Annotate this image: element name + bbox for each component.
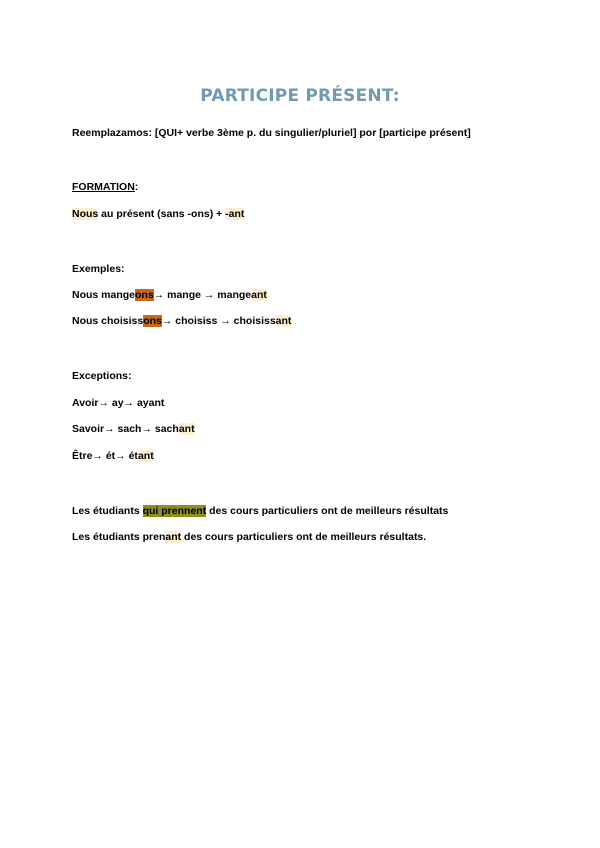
example-manger-c: → mange → mange bbox=[153, 289, 252, 301]
formation-heading-colon: : bbox=[134, 181, 139, 193]
example-choisir-a: Nous choisiss bbox=[72, 315, 144, 327]
sentence-relative-highlight: qui prennent bbox=[142, 505, 207, 517]
formation-rule bbox=[72, 207, 244, 221]
formation-highlight-nous: Nous bbox=[72, 208, 99, 220]
exception-etre-a: Être→ ét→ ét bbox=[72, 450, 138, 462]
example-choisir bbox=[72, 314, 291, 328]
exception-savoir-ant: ant bbox=[178, 423, 195, 435]
example-manger-ons: ons bbox=[135, 289, 154, 301]
exception-savoir bbox=[72, 422, 195, 436]
rule-text: Reemplazamos: [QUI+ verbe 3ème p. du singulier/pluriel] por [participe présent] bbox=[72, 127, 471, 139]
formation-heading bbox=[72, 180, 138, 194]
example-manger-a: Nous mange bbox=[72, 289, 136, 301]
page-title: PARTICIPE PRÉSENT: bbox=[200, 86, 400, 106]
exemples-heading: Exemples: bbox=[72, 263, 125, 275]
exception-etre bbox=[72, 449, 154, 463]
exception-savoir-a: Savoir→ sach→ sach bbox=[72, 423, 179, 435]
example-manger-ant: ant bbox=[251, 289, 267, 301]
exceptions-heading: Exceptions: bbox=[72, 370, 132, 382]
sentence-relative-c: des cours particuliers ont de meilleurs résultats bbox=[206, 505, 449, 517]
formation-heading-label: FORMATION bbox=[72, 181, 135, 193]
sentence-participle-c: des cours particuliers ont de meilleurs résultats. bbox=[181, 531, 427, 543]
example-manger bbox=[72, 288, 267, 302]
example-choisir-c: → choisiss → choisiss bbox=[161, 315, 276, 327]
exception-etre-ant: ant bbox=[137, 450, 154, 462]
formation-middle: au présent (sans -ons) + bbox=[98, 208, 226, 220]
sentence-relative-a: Les étudiants bbox=[72, 505, 143, 517]
sentence-participle-ant: ant bbox=[165, 531, 182, 543]
sentence-participle-a: Les étudiants pren bbox=[72, 531, 166, 543]
example-choisir-ant: ant bbox=[275, 315, 292, 327]
sentence-relative bbox=[72, 504, 448, 518]
sentence-participle bbox=[72, 530, 426, 544]
formation-highlight-ant: -ant bbox=[225, 208, 245, 220]
exception-avoir: Avoir→ ay→ ayant bbox=[72, 397, 165, 409]
example-choisir-ons: ons bbox=[143, 315, 162, 327]
